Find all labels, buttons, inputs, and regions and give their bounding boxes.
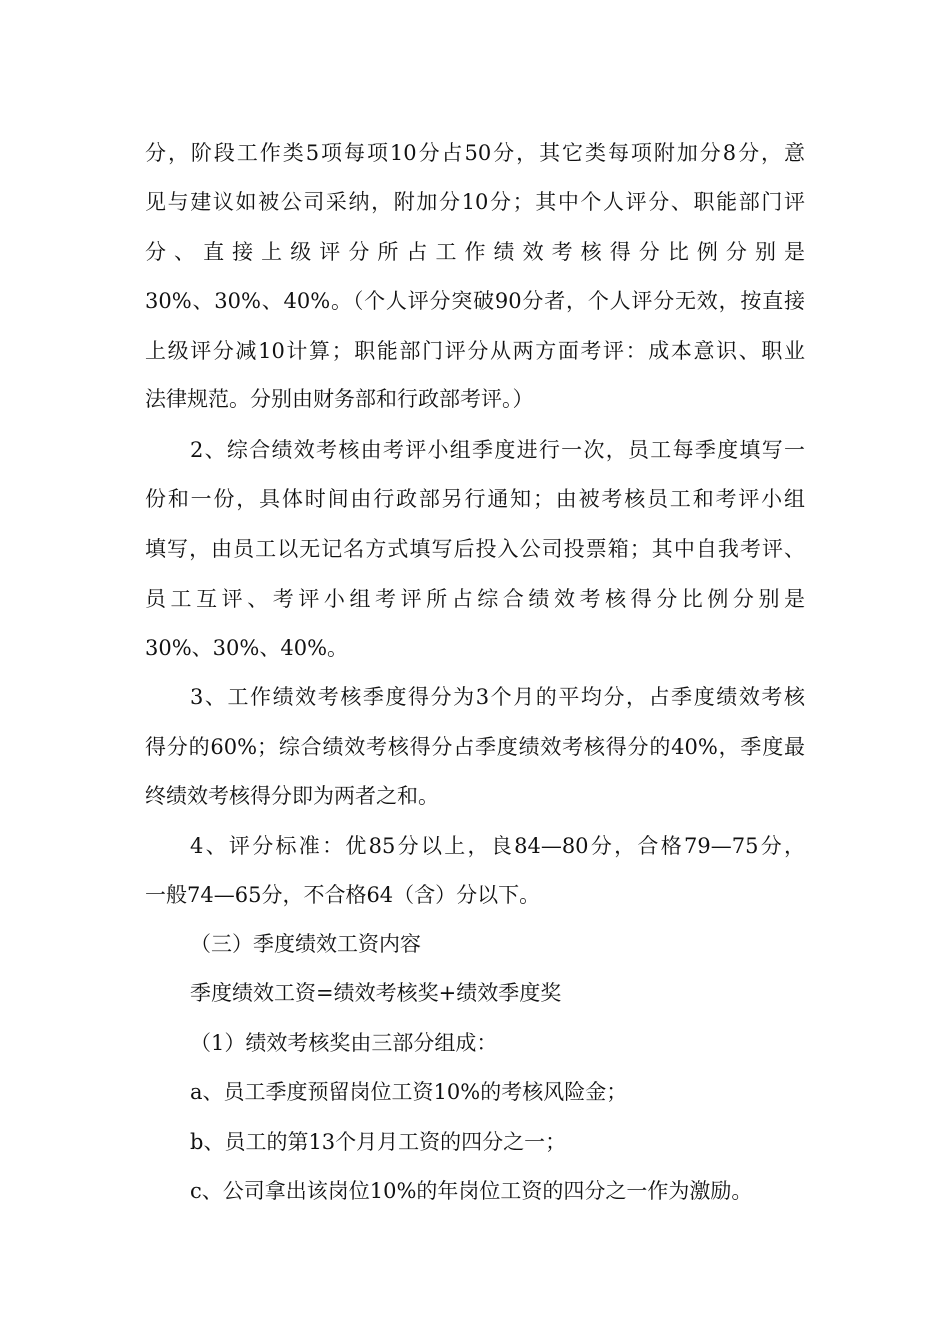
- list-item-a: a、员工季度预留岗位工资10%的考核风险金；: [190, 1080, 628, 1104]
- paragraph-line-9: 填写，由员工以无记名方式填写后投入公司投票箱；其中自我考评、: [145, 537, 805, 561]
- section-heading: （三）季度绩效工资内容: [190, 932, 421, 956]
- paragraph-line-13: 得分的60%；综合绩效考核得分占季度绩效考核得分的40%，季度最: [145, 735, 805, 759]
- paragraph-line-14: 终绩效考核得分即为两者之和。: [145, 784, 439, 808]
- paragraph-line-15: 4、评分标准：优85分以上，良84—80分，合格79—75分，: [190, 834, 805, 858]
- paragraph-line-12: 3、工作绩效考核季度得分为3个月的平均分，占季度绩效考核: [190, 685, 805, 709]
- paragraph-line-16: 一般74—65分，不合格64（含）分以下。: [145, 883, 541, 907]
- paragraph-line-2: 见与建议如被公司采纳，附加分10分；其中个人评分、职能部门评: [145, 190, 805, 214]
- paragraph-line-11: 30%、30%、40%。: [145, 636, 349, 660]
- paragraph-line-6: 法律规范。分别由财务部和行政部考评。）: [145, 387, 534, 411]
- paragraph-line-10: 员工互评、考评小组考评所占综合绩效考核得分比例分别是: [145, 587, 805, 611]
- paragraph-line-3: 分、直接上级评分所占工作绩效考核得分比例分别是: [145, 240, 805, 264]
- formula-line: 季度绩效工资=绩效考核奖+绩效季度奖: [190, 981, 562, 1005]
- paragraph-line-4: 30%、30%、40%。（个人评分突破90分者，个人评分无效，按直接: [145, 289, 805, 313]
- list-item-c: c、公司拿出该岗位10%的年岗位工资的四分之一作为激励。: [190, 1179, 753, 1203]
- paragraph-line-1: 分，阶段工作类5项每项10分占50分，其它类每项附加分8分，意: [145, 141, 805, 165]
- paragraph-line-8: 份和一份，具体时间由行政部另行通知；由被考核员工和考评小组: [145, 487, 805, 511]
- list-item-b: b、员工的第13个月月工资的四分之一；: [190, 1130, 567, 1154]
- subheading-line: （1）绩效考核奖由三部分组成：: [190, 1031, 498, 1055]
- paragraph-line-7: 2、综合绩效考核由考评小组季度进行一次，员工每季度填写一: [190, 438, 805, 462]
- paragraph-line-5: 上级评分减10计算；职能部门评分从两方面考评：成本意识、职业: [145, 339, 805, 363]
